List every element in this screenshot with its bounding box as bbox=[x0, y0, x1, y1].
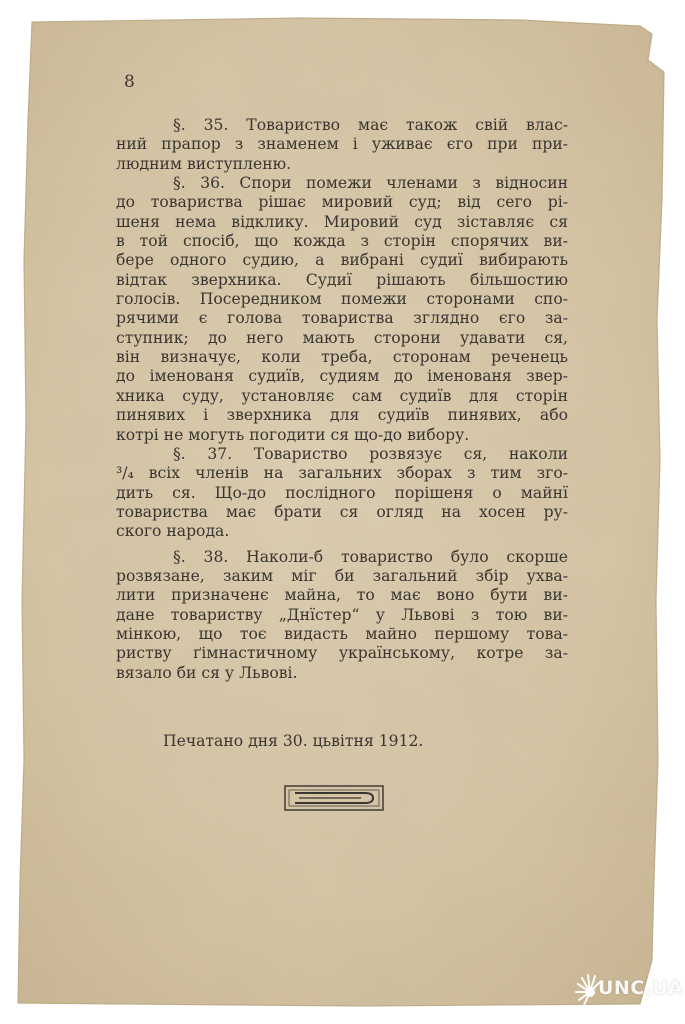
document-body bbox=[116, 116, 568, 683]
paragraph-38-line-3: лити призначенє майна, то має воно бути ви- bbox=[116, 586, 568, 605]
paragraph-36-line-2: до товариства рішає мировий суд; від сего рі- bbox=[116, 193, 568, 212]
paragraph-37-line-4: товариства має брати ся огляд на хосен ру- bbox=[116, 502, 568, 521]
paragraph-38-line-7: вязало би ся у Львові. bbox=[116, 663, 298, 682]
paragraph-37-line-2: ³/₄ всіх членів на загальних зборах з тим зго- bbox=[116, 464, 568, 483]
printer-ornament-icon bbox=[283, 783, 385, 813]
paragraph-36-line-5: бере одного судию, а вибрані судиї вибирають bbox=[116, 251, 568, 270]
paragraph-38-line-2: розвязане, заким міг би загальний збір ухва- bbox=[116, 566, 568, 585]
paragraph-36-line-7: голосів. Посередником помежи сторонами спо- bbox=[116, 290, 568, 309]
paragraph-36-line-14: котрі не могуть погодити ся що-до вибору. bbox=[116, 425, 470, 444]
paragraph-36-line-3: шеня нема відклику. Мировий суд зіставляє ся bbox=[116, 212, 568, 231]
paragraph-35-line-2: ний прапор з знаменем і уживає єго при при- bbox=[116, 135, 568, 154]
paragraph-36-line-12: хника суду, установляє сам судиїв для сторін bbox=[116, 386, 568, 405]
paragraph-36-line-13: пинявих і зверхника для судиїв пинявих, або bbox=[116, 406, 568, 425]
paragraph-38-line-4: дане товариству „Днїстер“ у Львові з тою ви- bbox=[116, 605, 568, 624]
paragraph-37-line-3: дить ся. Що-до послідного порішеня о майнї bbox=[116, 483, 568, 502]
page-number: 8 bbox=[124, 72, 135, 92]
paragraph-35-line-3: людним виступленю. bbox=[116, 154, 292, 173]
paragraph-35-line-1: §. 35. Товариство має також свій влас- bbox=[173, 116, 568, 134]
paragraph-37-line-1: §. 37. Товариство розвязує ся, наколи bbox=[173, 444, 568, 463]
paragraph-38-line-5: мінкою, що тоє видасть майно першому това- bbox=[116, 624, 568, 643]
paragraph-38-line-1: §. 38. Наколи-б товариство було скорше bbox=[173, 547, 568, 566]
paragraph-36-line-1: §. 36. Спори помежи членами з відносин bbox=[173, 174, 568, 193]
paragraph-38-line-6: риству ґімнастичному українському, котре за- bbox=[116, 644, 568, 663]
paragraph-36-line-4: в той спосіб, що кожда з сторін спорячих ви- bbox=[116, 232, 568, 251]
paragraph-36-line-8: рячими є голова товариства зглядно єго за- bbox=[116, 309, 568, 328]
print-date-line: Печатано дня 30. цьвітня 1912. bbox=[163, 732, 424, 750]
watermark-text: UNC.UA bbox=[598, 977, 684, 999]
paragraph-36-line-10: він визначує, коли треба, сторонам реченець bbox=[116, 348, 568, 367]
paragraph-36-line-11: до іменованя судиїв, судиям до іменованя звер- bbox=[116, 367, 568, 386]
paragraph-36-line-9: ступник; до него мають сторони удавати ся, bbox=[116, 328, 568, 347]
paragraph-36-line-6: відтак зверхника. Судиї рішають більшостию bbox=[116, 270, 568, 289]
paragraph-37-line-5: ского народа. bbox=[116, 522, 230, 541]
